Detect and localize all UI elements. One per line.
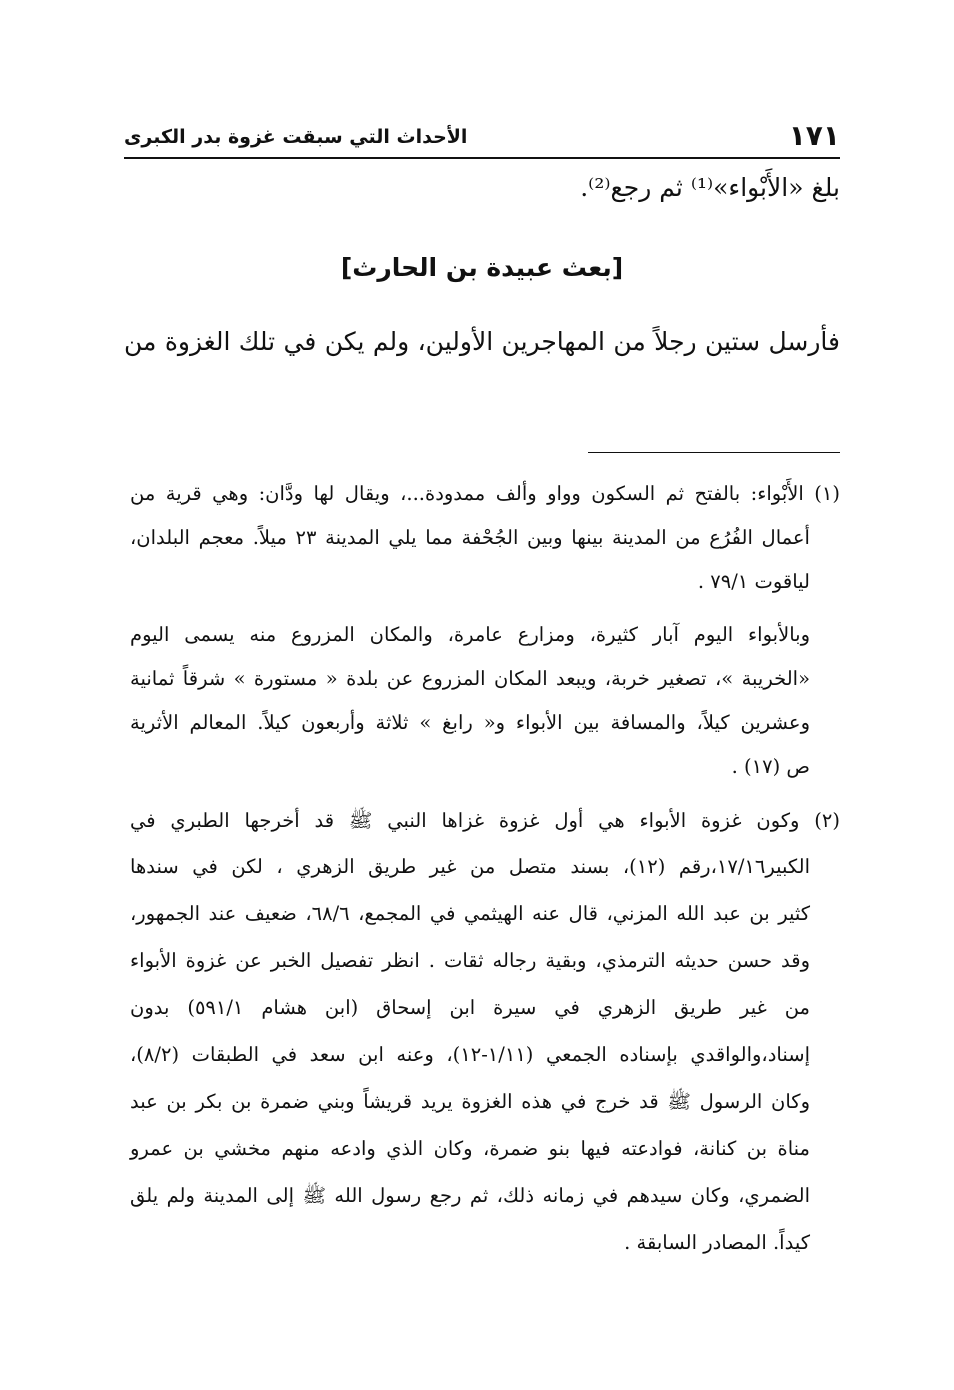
footnote-2-line-10: كيداً. المصادر السابقة .: [624, 1231, 810, 1254]
footnote-2-line-9: الضمري، وكان سيدهم في زمانه ذلك، ثم رجع رسول الله ﷺ إلى المدينة ولم يلق: [130, 1184, 810, 1207]
footnote-1-line-2: أعمال الفُرُع من المدينة بينها وبين الجُحْفة مما يلي المدينة ٢٣ ميلاً. معجم البلدان،: [130, 526, 810, 549]
footnote-1-line-6: وعشرين كيلاً، والمسافة بين الأبواء و« رابغ » ثلاثة وأربعون كيلاً. المعالم الأثرية: [130, 711, 810, 734]
section-heading: [بعث عبيدة بن الحارث]: [340, 253, 624, 282]
footnote-2-line-3: كثير بن عبد الله المزني، قال عنه الهيثمي في المجمع، ٦٨/٦، ضعيف عند الجمهور،: [130, 902, 811, 925]
header-divider: [124, 157, 840, 159]
footnote-divider: [588, 452, 840, 453]
footnote-2-line-2: الكبير١٧/١٦،رقم (١٢)، بسند متصل من غير طريق الزهري ، لكن في سندها: [130, 855, 810, 878]
body-line-1: بلغ «الأَبْواء»⁽¹⁾ ثم رجع⁽²⁾.: [580, 173, 840, 202]
footnote-1-line-4: وبالأبواء اليوم آبار كثيرة، ومزارع عامرة، والمكان المزروع منه يسمى اليوم: [130, 623, 810, 646]
running-title: الأحداث التي سبقت غزوة بدر الكبرى: [124, 126, 468, 148]
footnote-2-line-4: وقد حسن حديثه الترمذي، وبقية رجاله ثقات . انظر تفصيل الخبر عن غزوة الأبواء: [130, 949, 810, 972]
footnote-2-line-7: وكان الرسول ﷺ قد خرج في هذه الغزوة يريد قريشاً وبني ضمرة بن بكر بن عبد: [130, 1090, 810, 1113]
footnote-2-line-8: مناة بن كنانة، فوادعته فيها بنو ضمرة، وكان الذي وادعه منهم مخشي بن عمرو: [130, 1137, 810, 1160]
footnote-1-line-3: لياقوت ٧٩/١ .: [697, 570, 810, 593]
footnote-2-line-1: (٢) وكون غزوة الأبواء هي أول غزوة غزاها النبي ﷺ قد أخرجها الطبري في: [130, 809, 840, 832]
footnote-1-line-1: (١) الأَبْواء: بالفتح ثم السكون وواو وألف ممدودة...، ويقال لها ودَّان: وهي قرية من: [130, 482, 840, 505]
body-line-2: فأرسل ستين رجلاً من المهاجرين الأولين، ولم يكن في تلك الغزوة من: [124, 327, 840, 356]
footnote-1-line-5: «الخريبة »، تصغير خربة، ويبعد المكان المزروع عن بلدة « مستورة » شرقاً ثمانية: [130, 667, 810, 690]
running-header: [124, 118, 840, 158]
footnote-1-line-7: ص (١٧) .: [731, 755, 810, 778]
footnote-2-line-5: من غير طريق الزهري في سيرة ابن إسحاق (ابن هشام ٥٩١/١) بدون: [130, 996, 810, 1019]
page-number: ١٧١: [788, 119, 840, 152]
footnote-2-line-6: إسناد،والواقدي بإسناده الجمعي (١/١١-١٢)، وعنه ابن سعد في الطبقات (٨/٢)،: [130, 1043, 810, 1066]
